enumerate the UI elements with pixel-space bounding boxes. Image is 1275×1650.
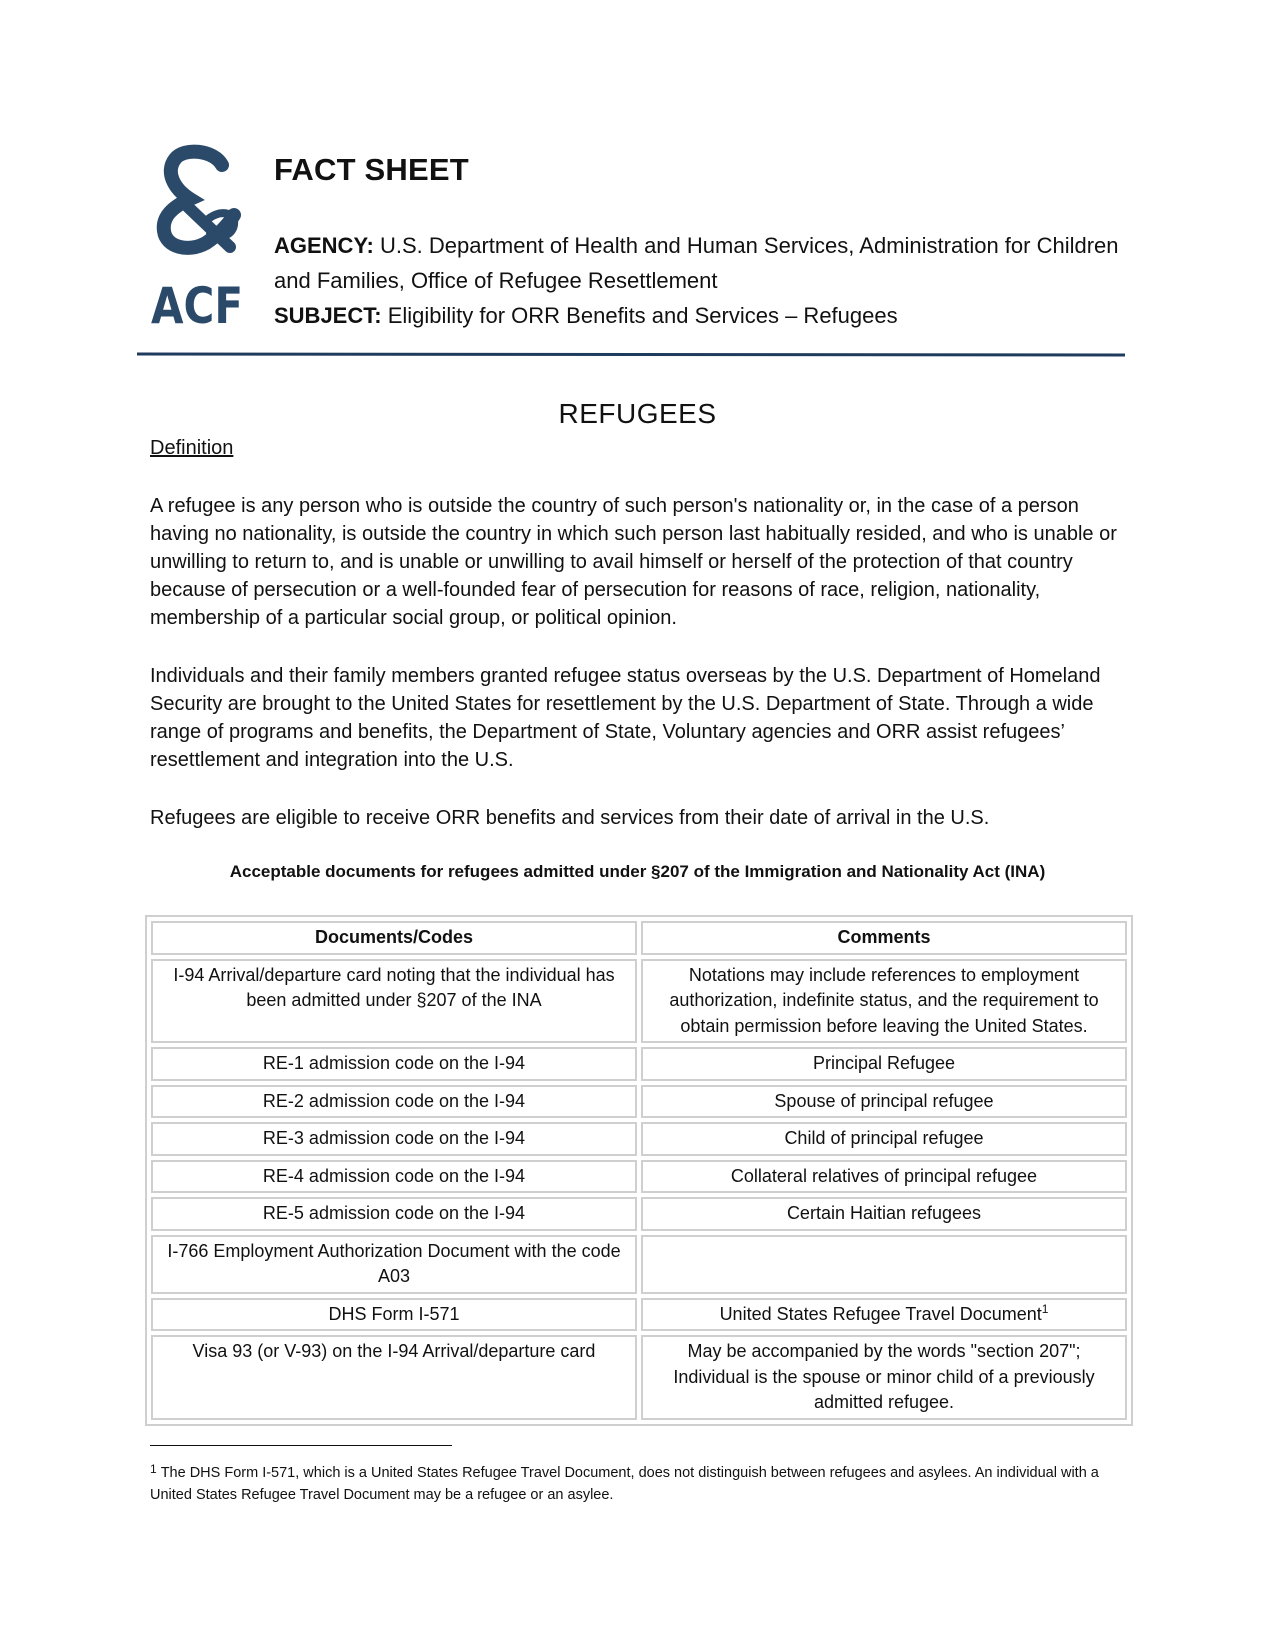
comment-cell: Principal Refugee bbox=[641, 1047, 1127, 1081]
table-row bbox=[151, 1047, 1127, 1081]
table-row bbox=[151, 1197, 1127, 1231]
comment-cell: May be accompanied by the words "section 207"; Individual is the spouse or minor child of a previously admitted refugee. bbox=[641, 1335, 1127, 1420]
comment-cell bbox=[641, 1235, 1127, 1294]
table-row bbox=[151, 959, 1127, 1044]
agency-line bbox=[274, 228, 1134, 298]
table-header-row bbox=[151, 921, 1127, 955]
document-cell: Visa 93 (or V-93) on the I-94 Arrival/departure card bbox=[151, 1335, 637, 1420]
agency-value: U.S. Department of Health and Human Services, Administration for Children and Families, Office of Refugee Resettlement bbox=[274, 233, 1119, 293]
footnote bbox=[150, 1458, 1130, 1506]
document-cell: RE-4 admission code on the I-94 bbox=[151, 1160, 637, 1194]
table-row bbox=[151, 1122, 1127, 1156]
comment-cell: Collateral relatives of principal refugee bbox=[641, 1160, 1127, 1194]
definition-heading: Definition bbox=[150, 437, 234, 459]
footnote-divider bbox=[150, 1445, 452, 1446]
table-row bbox=[151, 1235, 1127, 1294]
document-cell: DHS Form I-571 bbox=[151, 1298, 637, 1332]
document-cell: RE-1 admission code on the I-94 bbox=[151, 1047, 637, 1081]
svg-text:ACF: ACF bbox=[151, 277, 243, 335]
footnote-text: The DHS Form I-571, which is a United States Refugee Travel Document, does not distinguish between refugees and asylees. An individual with a United States Refugee Travel Document may be a refugee or an asylee. bbox=[150, 1465, 1099, 1503]
document-cell: RE-5 admission code on the I-94 bbox=[151, 1197, 637, 1231]
definition-paragraph: A refugee is any person who is outside the country of such person's nationality or, in the case of a person having no nationality, is outside the country in which such person last habitually resided, and who is unable or unwilling to return to, and is unable or unwilling to avail himself or herself of the protection of that country because of persecution or a well-founded fear of persecution for reasons of race, religion, nationality, membership of a particular social group, or political opinion. bbox=[150, 495, 1117, 629]
comment-cell: Notations may include references to employment authorization, indefinite status, and the requirement to obtain permission before leaving the United States. bbox=[641, 959, 1127, 1044]
subject-label: SUBJECT: bbox=[274, 303, 382, 328]
footnote-marker: 1 bbox=[150, 1462, 157, 1476]
footnote-reference[interactable]: 1 bbox=[1041, 1301, 1049, 1316]
table-caption: Acceptable documents for refugees admitted under §207 of the Immigration and Nationality Act (INA) bbox=[229, 862, 1046, 881]
eligibility-paragraph: Refugees are eligible to receive ORR benefits and services from their date of arrival in the U.S. bbox=[150, 807, 990, 829]
documents-table bbox=[145, 915, 1133, 1426]
table-row bbox=[151, 1160, 1127, 1194]
comment-text: United States Refugee Travel Document bbox=[719, 1303, 1042, 1324]
comment-cell bbox=[641, 1298, 1127, 1332]
document-cell: RE-2 admission code on the I-94 bbox=[151, 1085, 637, 1119]
document-cell: I-94 Arrival/departure card noting that the individual has been admitted under §207 of the INA bbox=[151, 959, 637, 1044]
table-row bbox=[151, 1298, 1127, 1332]
documents-column-header: Documents/Codes bbox=[151, 921, 637, 955]
resettlement-paragraph: Individuals and their family members granted refugee status overseas by the U.S. Department of Homeland Security are brought to the United States for resettlement by the U.S. Department of State. Through a wide range of programs and benefits, the Department of State, Voluntary agencies and ORR assist refugees’ resettlement and integration into the U.S. bbox=[150, 665, 1101, 771]
header-info bbox=[274, 228, 1134, 333]
fact-sheet-title: FACT SHEET bbox=[274, 152, 469, 187]
table-row bbox=[151, 1335, 1127, 1420]
acf-logo bbox=[148, 145, 246, 335]
subject-value: Eligibility for ORR Benefits and Services – Refugees bbox=[387, 303, 898, 328]
header-divider bbox=[137, 352, 1125, 356]
table-row bbox=[151, 1085, 1127, 1119]
agency-label: AGENCY: bbox=[274, 233, 374, 258]
comment-cell: Spouse of principal refugee bbox=[641, 1085, 1127, 1119]
comments-column-header: Comments bbox=[641, 921, 1127, 955]
comment-cell: Child of principal refugee bbox=[641, 1122, 1127, 1156]
document-cell: RE-3 admission code on the I-94 bbox=[151, 1122, 637, 1156]
document-cell: I-766 Employment Authorization Document with the code A03 bbox=[151, 1235, 637, 1294]
page-title: REFUGEES bbox=[558, 398, 717, 429]
subject-line bbox=[274, 298, 1134, 333]
comment-cell: Certain Haitian refugees bbox=[641, 1197, 1127, 1231]
